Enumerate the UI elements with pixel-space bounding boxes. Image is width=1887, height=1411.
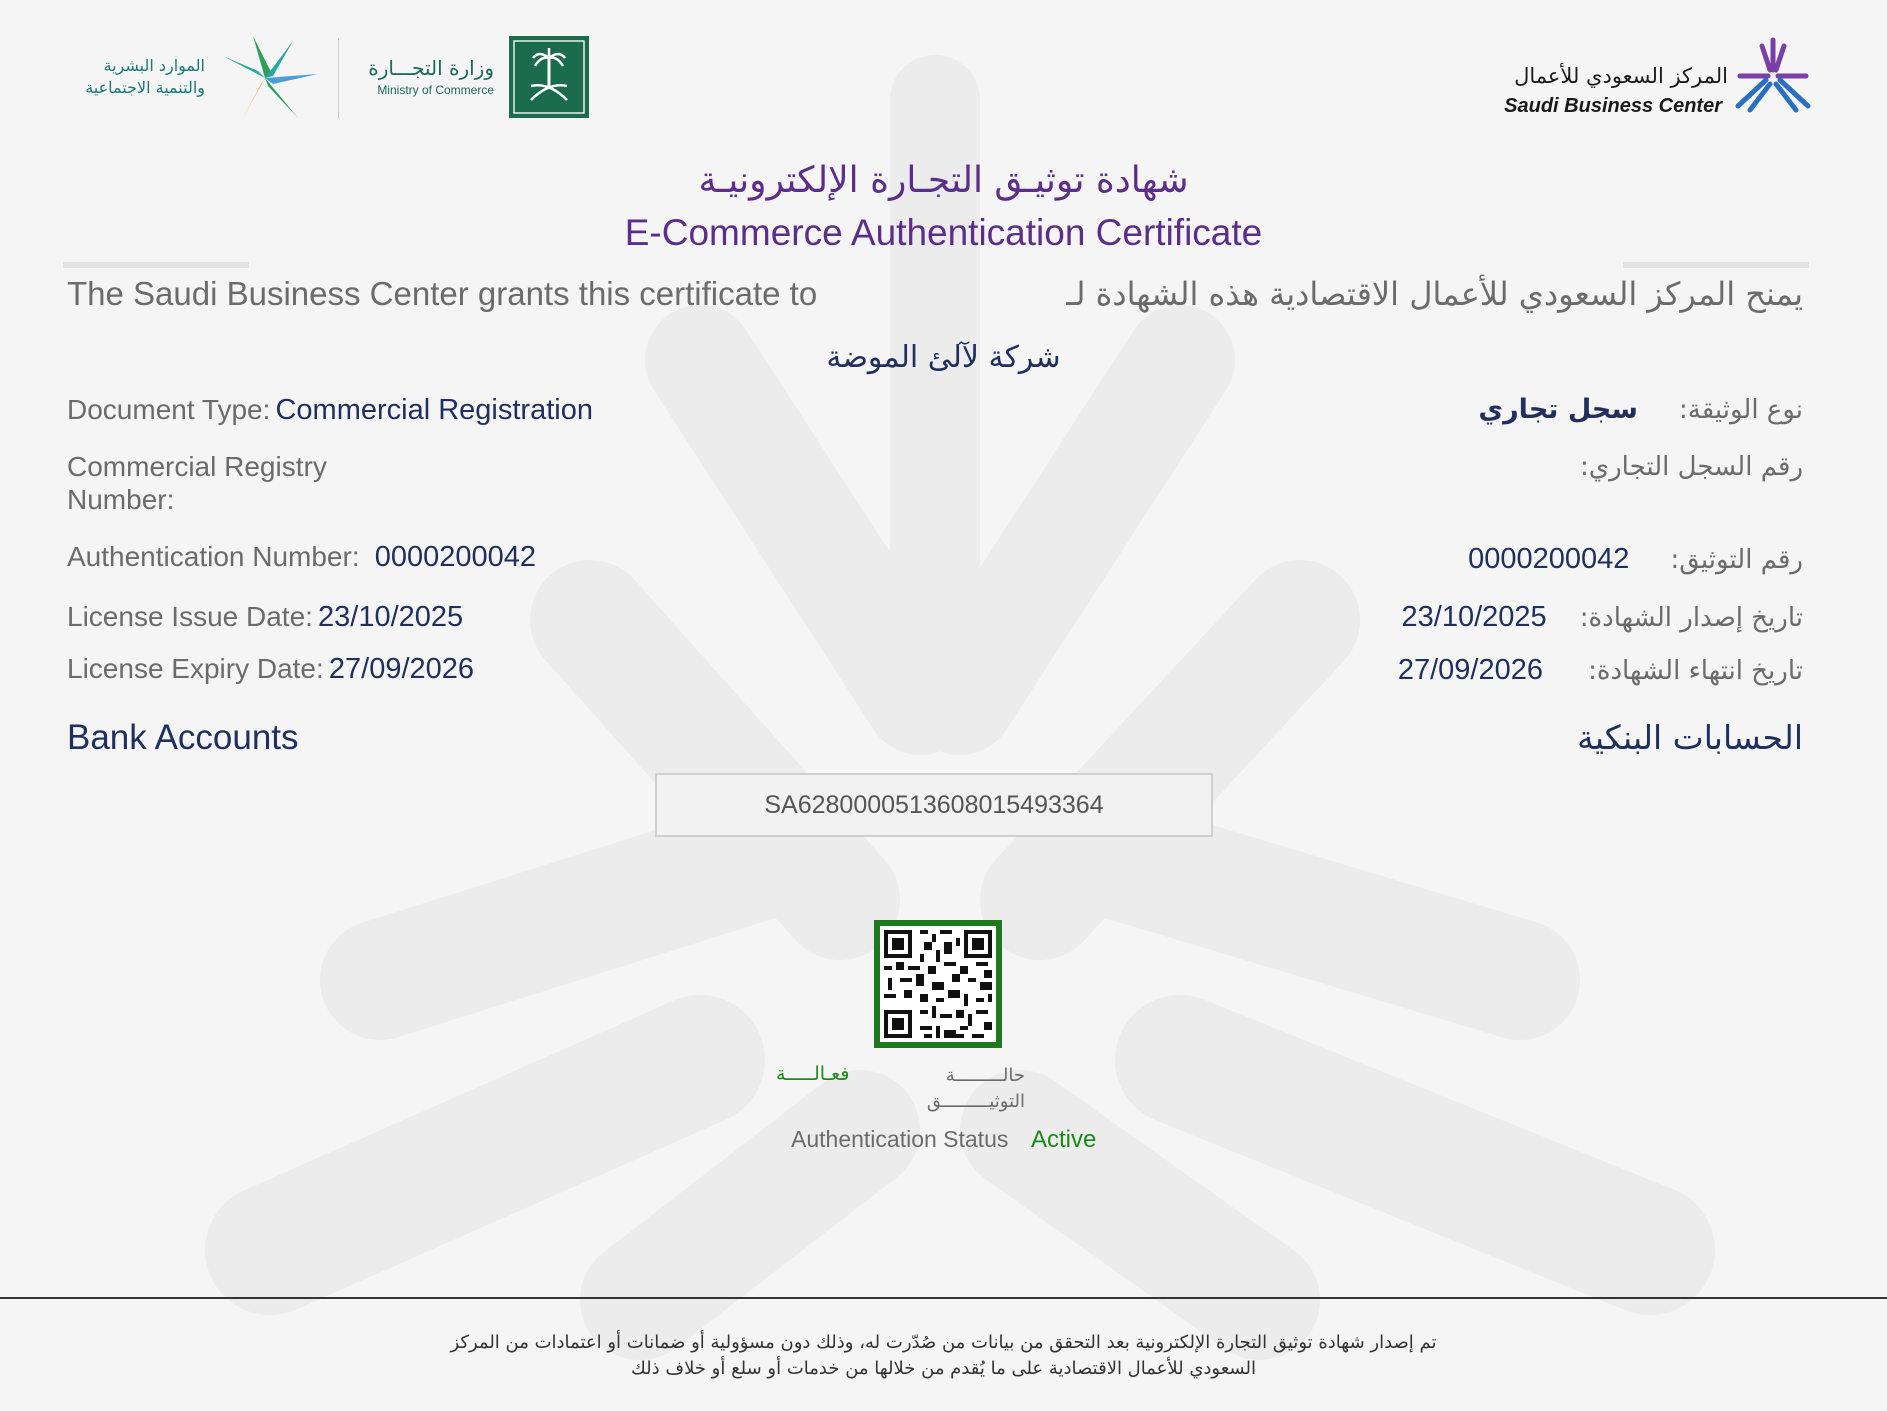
cr-number-label-ar: رقم السجل التجاري: [1580,452,1803,482]
cr-number-label-en-line1: Commercial Registry [67,451,327,482]
iban-value: SA6280000513608015493364 [655,773,1213,837]
issue-date-row-ar [1402,601,1803,634]
qr-code-icon [880,926,996,1042]
hrsd-logo-text-line2: والتنمية الاجتماعية [85,78,205,97]
auth-status-label-ar-line1: حالـــــــــة [945,1065,1025,1086]
footer-disclaimer-line1: تم إصدار شهادة توثيق التجارة الإلكترونية بعد التحقق من بيانات من صُدّرت له، وذلك دون مسؤولية أو ضمانات أو اعتمادات من المركز [450,1332,1437,1353]
issue-date-value-ar: 23/10/2025 [1401,601,1547,633]
header-divider [338,38,339,118]
grant-text-en: The Saudi Business Center grants this certificate to [67,275,818,312]
title-rule-left [63,262,249,268]
hrsd-logo-text-line1: الموارد البشرية [103,56,205,75]
auth-status-label-en: Authentication Status [791,1126,1009,1152]
bank-accounts-title-ar: الحسابات البنكية [1577,718,1803,757]
sbc-logo-text-ar: المركز السعودي للأعمال [1514,64,1728,88]
footer-disclaimer [420,1330,1467,1382]
sbc-star-icon [1732,36,1814,116]
document-type-label-ar: نوع الوثيقة: [1679,395,1803,425]
issue-date-label-ar: تاريخ إصدار الشهادة: [1579,603,1803,633]
document-type-row-ar [1478,394,1803,425]
expiry-date-value-en: 27/09/2026 [328,653,475,685]
auth-number-label-en: Authentication Number: [67,541,360,572]
expiry-date-value-ar: 27/09/2026 [1397,654,1543,686]
moc-logo-text-ar: وزارة التجـــارة [368,56,494,80]
bank-accounts-title-en: Bank Accounts [67,718,299,757]
document-type-value-en: Commercial Registration [275,394,593,426]
auth-status-label-ar [895,1063,1025,1115]
sbc-logo-text-en: Saudi Business Center [1504,95,1722,117]
issue-date-row-en [67,601,463,634]
auth-number-value-en: 0000200042 [374,541,536,573]
auth-status-value-en: Active [1031,1126,1097,1153]
cr-number-row-ar [1580,452,1803,482]
expiry-date-row-en [67,653,474,686]
document-type-value-ar: سجل تجاري [1478,394,1638,425]
title-rule-right [1623,262,1809,268]
cr-number-label-en [67,450,327,516]
footer-divider [0,1297,1887,1299]
moc-emblem-icon [509,36,589,118]
grant-text-ar: يمنح المركز السعودي للأعمال الاقتصادية هذه الشهادة لـ [1066,275,1803,313]
auth-number-row-ar [1468,543,1803,576]
moc-logo-text-en: Ministry of Commerce [377,83,494,97]
expiry-date-label-ar: تاريخ انتهاء الشهادة: [1588,656,1803,686]
auth-number-row-en [67,541,536,574]
company-name: شركة لآلئ الموضة [826,340,1061,375]
footer-disclaimer-line2: السعودي للأعمال الاقتصادية على ما يُقدم من خلالها من خدمات أو سلع أو خلاف ذلك [631,1358,1256,1379]
certificate-title-en: E-Commerce Authentication Certificate [624,212,1263,253]
expiry-date-label-en: License Expiry Date: [67,653,324,684]
issue-date-value-en: 23/10/2025 [318,601,464,633]
auth-number-value-ar: 0000200042 [1468,543,1630,575]
auth-status-value-ar: فعـالـــــة [776,1063,850,1085]
cr-number-label-en-line2: Number: [67,484,175,515]
auth-number-label-ar: رقم التوثيق: [1670,545,1803,575]
issue-date-label-en: License Issue Date: [67,601,313,632]
document-type-label-en: Document Type: [67,394,271,425]
hrsd-star-icon [213,36,318,121]
qr-code[interactable] [874,920,1002,1048]
certificate-title-ar: شهادة توثيـق التجـارة الإلكترونيـة [698,160,1189,201]
auth-status-label-ar-line2: التوثيـــــــــق [926,1091,1025,1112]
expiry-date-row-ar [1398,654,1803,687]
document-type-row-en [67,394,593,427]
